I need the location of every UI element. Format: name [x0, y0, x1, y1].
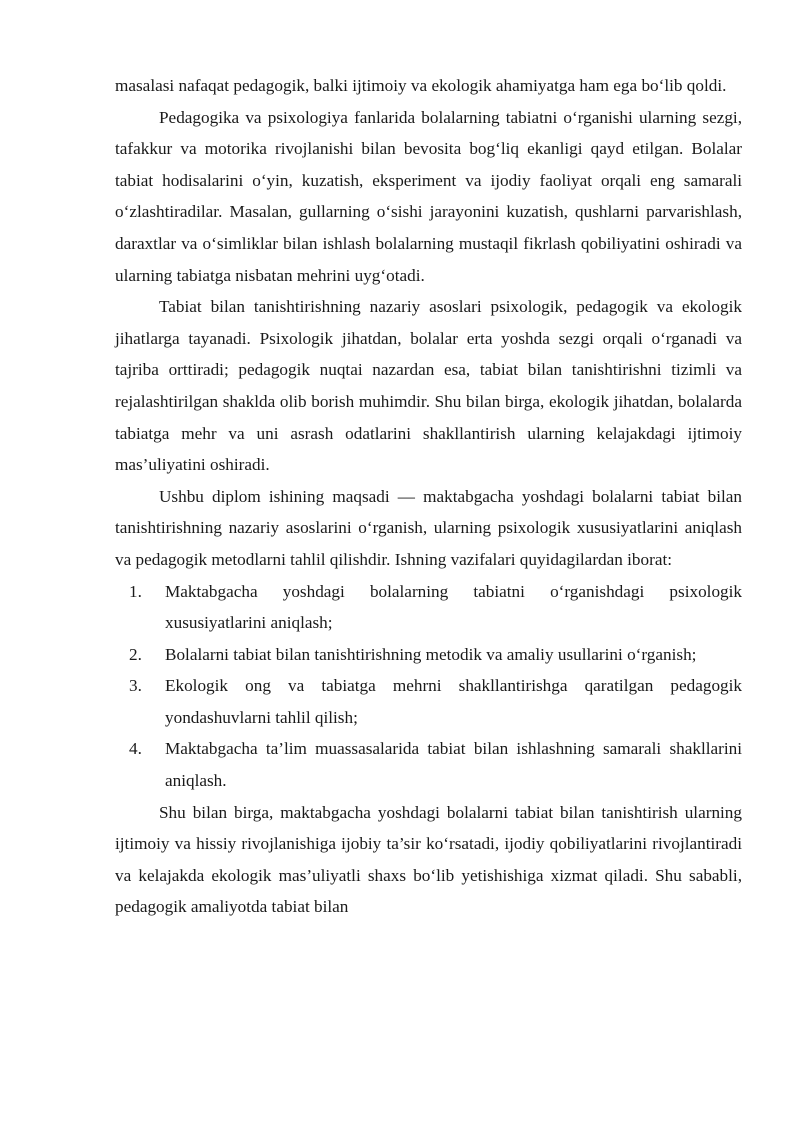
paragraph-continuation: masalasi nafaqat pedagogik, balki ijtimoiy va ekologik ahamiyatga ham ega bo‘lib qoldi.: [115, 76, 727, 95]
list-item-text: Bolalarni tabiat bilan tanishtirishning metodik va amaliy usullarini o‘rganish;: [165, 644, 697, 664]
list-item-number: 2.: [129, 644, 142, 664]
list-item: [115, 670, 742, 733]
tasks-list: [115, 576, 742, 797]
paragraph-conclusion: Shu bilan birga, maktabgacha yoshdagi bolalarni tabiat bilan tanishtirish ularning ijtimoiy va hissiy rivojlanishiga ijobiy ta’sir ko‘rsatadi, ijodiy qobiliyatlarini rivojlantiradi va kelajakda ekologik mas’uliyatli shaxs bo‘lib yetishishiga xizmat qiladi. Shu sababli, pedagogik amaliyotda tabiat bilan: [115, 802, 742, 917]
paragraph-pedagogy-psychology: Pedagogika va psixologiya fanlarida bolalarning tabiatni o‘rganishi ularning sezgi, tafakkur va motorika rivojlanishi bilan bevosita bog‘liq ekanligi qayd etilgan. Bolalar tabiat hodisalarini o‘yin, kuzatish, eksperiment va ijodiy faoliyat orqali eng samarali o‘zlashtiradilar. Masalan, gullarning o‘sishi jarayonini kuzatish, qushlarni parvarishlash, daraxtlar va o‘simliklar bilan ishlash bolalarning mustaqil fikrlash qobiliyatini oshiradi va ularning tabiatga nisbatan mehrini uyg‘otadi.: [115, 107, 742, 285]
list-item-text: Maktabgacha ta’lim muassasalarida tabiat bilan ishlashning samarali shakllarini aniqlash.: [165, 739, 742, 791]
list-item: [115, 576, 742, 639]
list-item-number: 3.: [129, 676, 142, 696]
list-item: [115, 639, 742, 671]
list-item-number: 1.: [129, 581, 142, 601]
paragraph-thesis-goal: Ushbu diplom ishining maqsadi — maktabgacha yoshdagi bolalarni tabiat bilan tanishtirishning nazariy asoslarini o‘rganish, ularning psixologik xususiyatlarini aniqlash va pedagogik metodlarni tahlil qilishdir. Ishning vazifalari quyidagilardan iborat:: [115, 486, 742, 569]
paragraph-theoretical-foundations: Tabiat bilan tanishtirishning nazariy asoslari psixologik, pedagogik va ekologik jihatlarga tayanadi. Psixologik jihatdan, bolalar erta yoshda sezgi orqali o‘rganadi va tajriba orttiradi; pedagogik nuqtai nazardan esa, tabiat bilan tanishtirishni tizimli va rejalashtirilgan shaklda olib borish muhimdir. Shu bilan birga, ekologik jihatdan, bolalarda tabiatga mehr va uni asrash odatlarini shakllantirish ularning kelajakdagi ijtimoiy mas’uliyatini oshiradi.: [115, 297, 742, 475]
list-item: [115, 733, 742, 796]
list-item-text: Ekologik ong va tabiatga mehrni shakllantirishga qaratilgan pedagogik yondashuvlarni tahlil qilish;: [165, 676, 742, 727]
list-item-number: 4.: [129, 739, 142, 759]
document-page: [115, 70, 742, 923]
list-item-text: Maktabgacha yoshdagi bolalarning tabiatni o‘rganishdagi psixologik xususiyatlarini aniqlash;: [165, 581, 742, 633]
